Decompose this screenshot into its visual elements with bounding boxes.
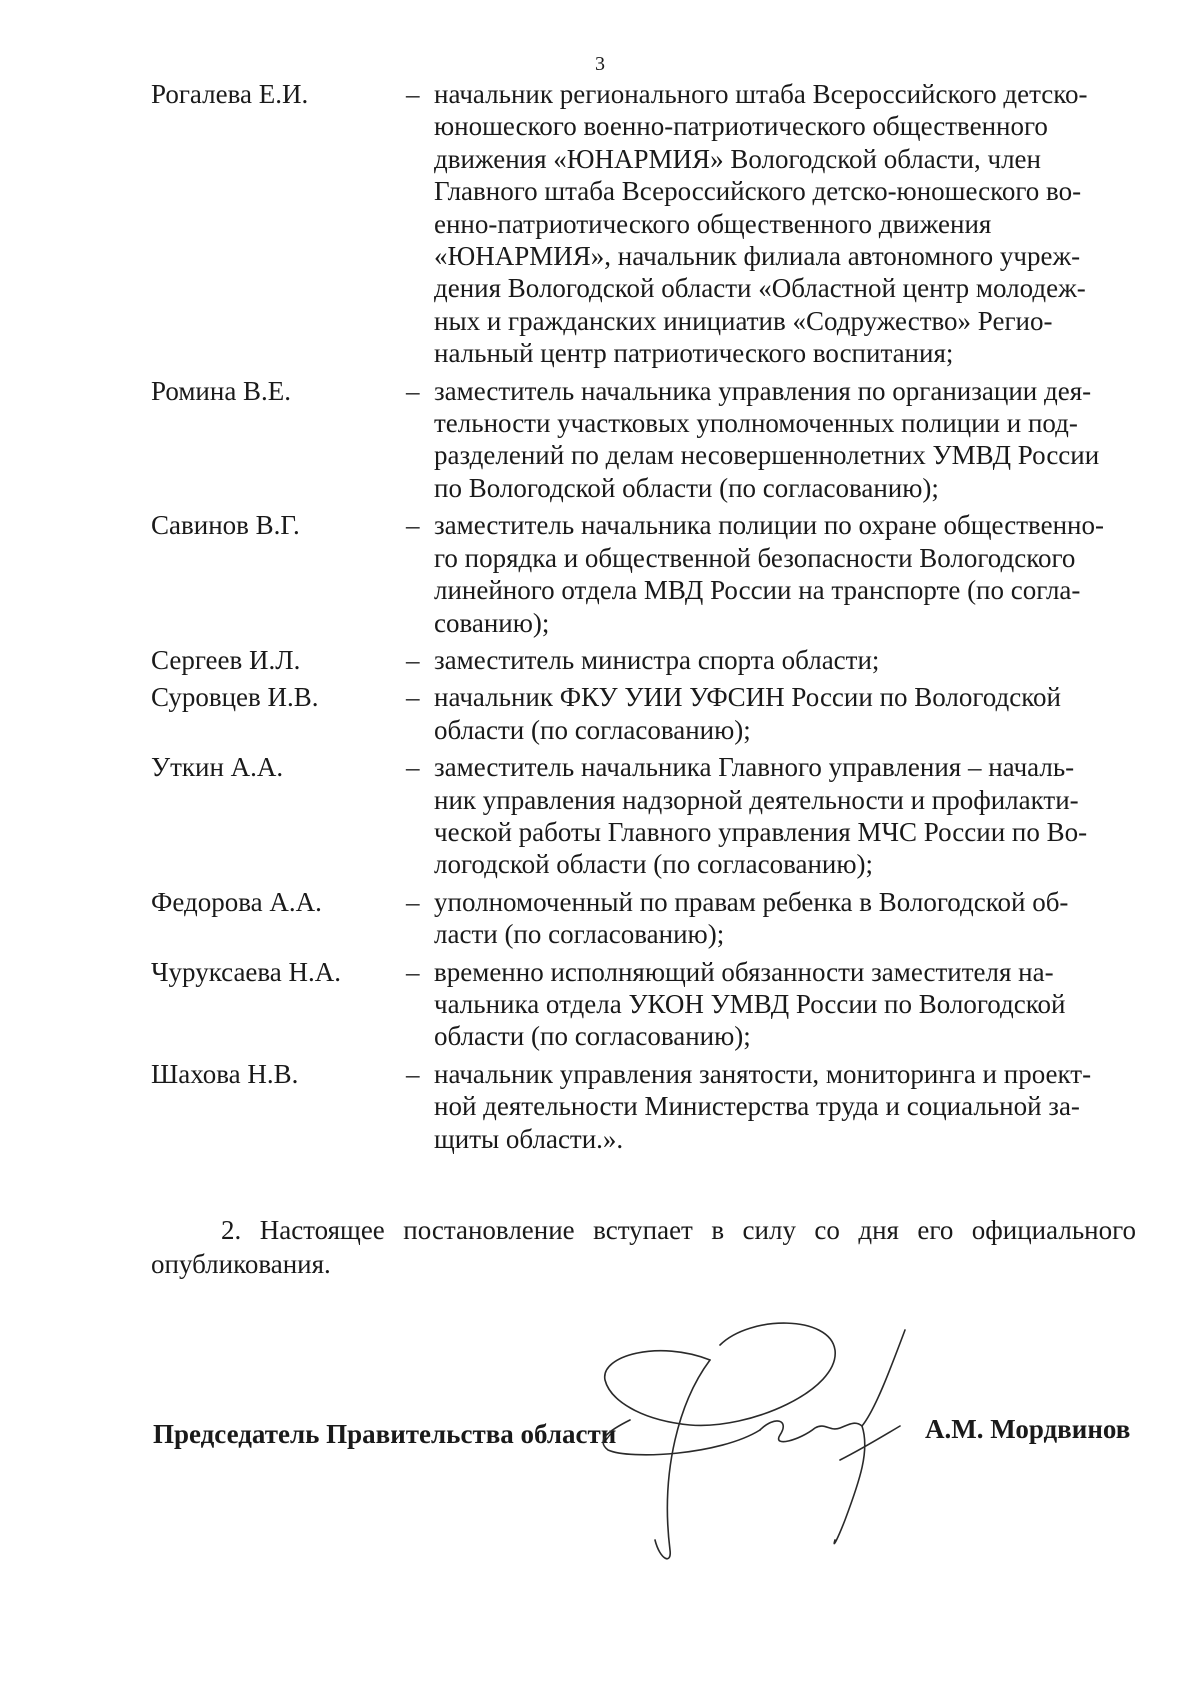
position-line: юношеского военно-патриотического общественного bbox=[434, 111, 1048, 142]
position-line: по Вологодской области (по согласованию); bbox=[434, 472, 939, 503]
member-entry bbox=[151, 681, 1136, 746]
member-entry bbox=[151, 644, 1136, 676]
position-line: енно-патриотического общественного движения bbox=[434, 208, 992, 239]
member-dash: – bbox=[406, 752, 420, 783]
position-line: заместитель начальника полиции по охране общественно- bbox=[434, 510, 1104, 541]
member-name: Рогалева Е.И. bbox=[151, 79, 309, 109]
position-line: нальный центр патриотического воспитания; bbox=[434, 338, 954, 369]
position-line: тельности участковых уполномоченных полиции и под- bbox=[434, 408, 1078, 439]
member-entry bbox=[151, 751, 1136, 881]
position-line: «ЮНАРМИЯ», начальник филиала автономного учреж- bbox=[434, 241, 1081, 272]
position-line: Главного штаба Всероссийского детско-юношеского во- bbox=[434, 176, 1082, 207]
position-line: ной деятельности Министерства труда и социальной за- bbox=[434, 1091, 1080, 1122]
position-line: начальник регионального штаба Всероссийского детско- bbox=[434, 79, 1088, 109]
member-position bbox=[434, 644, 1136, 676]
member-entry bbox=[151, 886, 1136, 951]
position-line: временно исполняющий обязанности заместителя на- bbox=[434, 956, 1054, 987]
position-line: области (по согласованию); bbox=[434, 714, 751, 745]
member-position bbox=[434, 956, 1136, 1053]
member-dash: – bbox=[406, 510, 420, 541]
member-name: Суровцев И.В. bbox=[151, 682, 319, 713]
position-line: логодской области (по согласованию); bbox=[434, 849, 874, 880]
member-name: Савинов В.Г. bbox=[151, 510, 300, 541]
member-entry bbox=[151, 78, 1136, 370]
member-entry bbox=[151, 1058, 1136, 1155]
position-line: области (по согласованию); bbox=[434, 1021, 751, 1052]
position-line: го порядка и общественной безопасности Вологодского bbox=[434, 542, 1076, 573]
member-name: Шахова Н.В. bbox=[151, 1058, 299, 1089]
position-line: ласти (по согласованию); bbox=[434, 919, 725, 950]
member-entry bbox=[151, 956, 1136, 1053]
member-dash: – bbox=[406, 79, 420, 109]
member-position bbox=[434, 375, 1136, 505]
member-position bbox=[434, 509, 1136, 639]
position-line: дения Вологодской области «Областной центр молодеж- bbox=[434, 273, 1086, 304]
member-entry bbox=[151, 509, 1136, 639]
member-position bbox=[434, 1058, 1136, 1155]
member-dash: – bbox=[406, 956, 420, 987]
position-line: начальник ФКУ УИИ УФСИН России по Вологодской bbox=[434, 682, 1061, 713]
member-name: Сергеев И.Л. bbox=[151, 644, 301, 675]
member-position bbox=[434, 78, 1136, 370]
position-line: заместитель начальника Главного управления – началь- bbox=[434, 752, 1075, 783]
member-dash: – bbox=[406, 682, 420, 713]
closing-paragraph: 2. Настоящее постановление вступает в силу со дня его официального опубликования. bbox=[151, 1215, 1136, 1279]
signatory-title: Председатель Правительства области bbox=[153, 1419, 617, 1449]
member-name: Ромина В.Е. bbox=[151, 375, 292, 406]
member-dash: – bbox=[406, 1058, 420, 1089]
members-list bbox=[151, 78, 1136, 1160]
position-line: движения «ЮНАРМИЯ» Вологодской области, член bbox=[434, 143, 1041, 174]
position-line: линейного отдела МВД России на транспорте (по согла- bbox=[434, 575, 1081, 606]
member-entry bbox=[151, 375, 1136, 505]
member-position bbox=[434, 681, 1136, 746]
handwritten-signature bbox=[600, 1310, 980, 1570]
position-line: заместитель министра спорта области; bbox=[434, 644, 880, 675]
member-name: Уткин А.А. bbox=[151, 752, 284, 783]
position-line: ник управления надзорной деятельности и профилакти- bbox=[434, 784, 1079, 815]
member-dash: – bbox=[406, 886, 420, 917]
member-position bbox=[434, 886, 1136, 951]
position-line: щиты области.». bbox=[434, 1123, 624, 1154]
page-number: 3 bbox=[595, 53, 605, 75]
position-line: сованию); bbox=[434, 607, 550, 638]
signatory-name: А.М. Мордвинов bbox=[925, 1414, 1131, 1444]
position-line: ческой работы Главного управления МЧС России по Во- bbox=[434, 816, 1088, 847]
position-line: начальник управления занятости, мониторинга и проект- bbox=[434, 1058, 1092, 1089]
member-position bbox=[434, 751, 1136, 881]
position-line: чальника отдела УКОН УМВД России по Вологодской bbox=[434, 988, 1066, 1019]
member-name: Чуруксаева Н.А. bbox=[151, 956, 342, 987]
position-line: заместитель начальника управления по организации дея- bbox=[434, 375, 1092, 406]
position-line: разделений по делам несовершеннолетних УМВД России bbox=[434, 440, 1100, 471]
member-name: Федорова А.А. bbox=[151, 886, 322, 917]
position-line: ных и гражданских инициатив «Содружество» Регио- bbox=[434, 305, 1053, 336]
position-line: уполномоченный по правам ребенка в Вологодской об- bbox=[434, 886, 1069, 917]
member-dash: – bbox=[406, 375, 420, 406]
member-dash: – bbox=[406, 644, 420, 675]
